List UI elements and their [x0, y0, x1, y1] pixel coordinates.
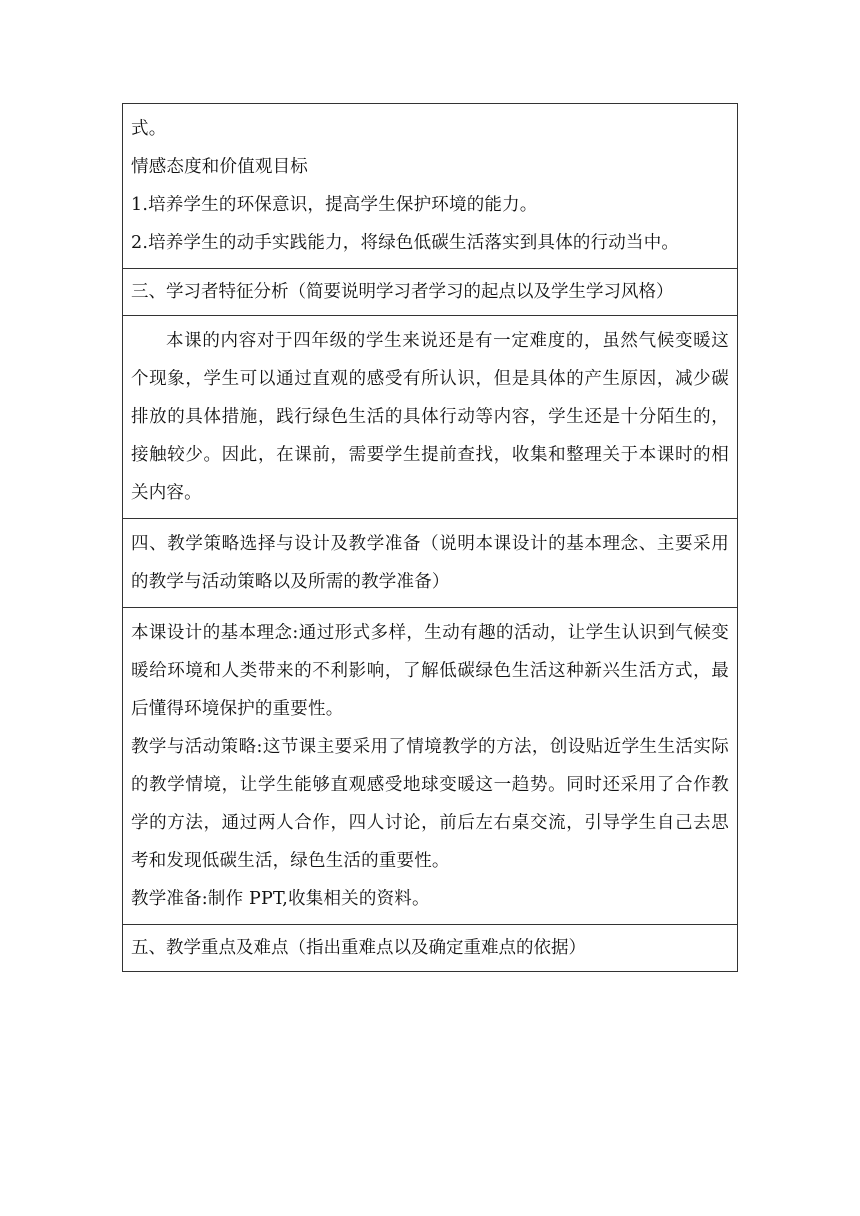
teaching-strategy-paragraph: 教学与活动策略:这节课主要采用了情境教学的方法，创设贴近学生生活实际的教学情境，让学生能够直观感受地球变暖这一趋势。同时还采用了合作教学的方法，通过两人合作，四人讨论，前后左右桌交流，引导学生自己去思考和发现低碳生活，绿色生活的重要性。 [131, 737, 729, 871]
teaching-preparation-paragraph: 教学准备:制作 PPT,收集相关的资料。 [131, 889, 430, 909]
affective-goal-1: 1.培养学生的环保意识，提高学生保护环境的能力。 [131, 195, 538, 215]
key-points-heading-cell [123, 924, 737, 971]
key-points-heading: 五、教学重点及难点（指出重难点以及确定重难点的依据） [131, 938, 586, 958]
lesson-plan-table [122, 103, 738, 972]
objective-text-tail: 式。 [131, 119, 167, 139]
learner-analysis-heading-cell [123, 268, 737, 315]
learner-analysis-paragraph: 本课的内容对于四年级的学生来说还是有一定难度的，虽然气候变暖这个现象，学生可以通过直观的感受有所认识，但是具体的产生原因，减少碳排放的具体措施，践行绿色生活的具体行动等内容，学生还是十分陌生的，接触较少。因此，在课前，需要学生提前查找，收集和整理关于本课时的相关内容。 [131, 331, 729, 503]
design-concept-paragraph: 本课设计的基本理念:通过形式多样，生动有趣的活动，让学生认识到气候变暖给环境和人类带来的不利影响，了解低碳绿色生活这种新兴生活方式，最后懂得环境保护的重要性。 [131, 623, 729, 719]
learner-analysis-body-cell [123, 315, 737, 518]
strategy-heading-cell [123, 518, 737, 607]
strategy-heading: 四、教学策略选择与设计及教学准备（说明本课设计的基本理念、主要采用的教学与活动策略以及所需的教学准备） [131, 534, 729, 592]
objectives-continued-cell [123, 104, 737, 268]
affective-objectives-title: 情感态度和价值观目标 [131, 157, 308, 177]
strategy-body-cell [123, 607, 737, 924]
affective-goal-2: 2.培养学生的动手实践能力，将绿色低碳生活落实到具体的行动当中。 [131, 233, 680, 253]
learner-analysis-heading: 三、学习者特征分析（简要说明学习者学习的起点以及学生学习风格） [131, 282, 674, 302]
